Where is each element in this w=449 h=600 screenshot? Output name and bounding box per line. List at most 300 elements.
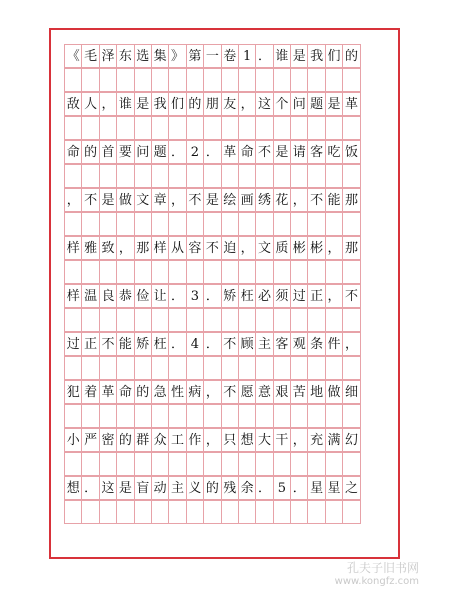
character-cell: ， [64, 188, 82, 212]
character-cell: 病 [186, 380, 204, 404]
character-cell: 这 [99, 476, 117, 500]
character-cell: 残 [221, 476, 239, 500]
empty-cell [186, 308, 204, 332]
empty-cell [238, 260, 256, 284]
character-cell: ． [255, 44, 273, 68]
empty-cell [221, 500, 239, 524]
character-cell: 吃 [325, 140, 343, 164]
empty-cell [81, 308, 99, 332]
empty-cell [186, 356, 204, 380]
character-cell: 的 [203, 476, 221, 500]
empty-cell [64, 260, 82, 284]
empty-cell [325, 212, 343, 236]
character-cell: 主 [168, 476, 186, 500]
empty-cell [221, 260, 239, 284]
text-row [64, 92, 360, 116]
character-cell: 我 [307, 44, 325, 68]
character-cell: 朋 [203, 92, 221, 116]
empty-cell [307, 308, 325, 332]
character-cell: ． [168, 284, 186, 308]
character-cell: 问 [134, 140, 152, 164]
character-cell: 们 [325, 44, 343, 68]
watermark-url: www.kongfz.com [334, 576, 419, 587]
character-cell: ， [168, 188, 186, 212]
empty-cell [186, 404, 204, 428]
empty-cell [238, 500, 256, 524]
character-cell: 主 [255, 332, 273, 356]
empty-cell [325, 116, 343, 140]
text-row [64, 332, 360, 356]
empty-cell [307, 404, 325, 428]
empty-cell [81, 260, 99, 284]
site-watermark [335, 562, 419, 588]
empty-cell [342, 308, 360, 332]
character-cell: 是 [203, 188, 221, 212]
empty-cell [238, 68, 256, 92]
empty-cell [342, 164, 360, 188]
blank-row [64, 452, 360, 476]
blank-row [64, 404, 360, 428]
manuscript-grid [64, 44, 360, 524]
character-cell: 过 [290, 284, 308, 308]
character-cell: 彬 [307, 236, 325, 260]
empty-cell [168, 116, 186, 140]
character-cell: 顾 [238, 332, 256, 356]
empty-cell [134, 308, 152, 332]
character-cell: 能 [116, 332, 134, 356]
character-cell: 之 [342, 476, 360, 500]
character-cell: 良 [99, 284, 117, 308]
empty-cell [255, 308, 273, 332]
character-cell: 枉 [238, 284, 256, 308]
character-cell: 地 [307, 380, 325, 404]
empty-cell [134, 500, 152, 524]
empty-cell [342, 260, 360, 284]
empty-cell [221, 404, 239, 428]
character-cell: 急 [151, 380, 169, 404]
empty-cell [221, 164, 239, 188]
empty-cell [325, 404, 343, 428]
empty-cell [116, 116, 134, 140]
empty-cell [168, 452, 186, 476]
empty-cell [134, 212, 152, 236]
empty-cell [255, 116, 273, 140]
character-cell: 义 [186, 476, 204, 500]
blank-row [64, 260, 360, 284]
character-cell: ， [325, 284, 343, 308]
empty-cell [99, 164, 117, 188]
empty-cell [325, 164, 343, 188]
empty-cell [273, 356, 291, 380]
character-cell: 绘 [221, 188, 239, 212]
character-cell: 群 [134, 428, 152, 452]
empty-cell [221, 212, 239, 236]
empty-cell [81, 404, 99, 428]
character-cell: ， [203, 380, 221, 404]
empty-cell [273, 260, 291, 284]
empty-cell [238, 212, 256, 236]
character-cell: 干 [273, 428, 291, 452]
empty-cell [325, 452, 343, 476]
empty-cell [342, 116, 360, 140]
character-cell: 我 [151, 92, 169, 116]
empty-cell [168, 212, 186, 236]
empty-cell [151, 212, 169, 236]
character-cell: 个 [273, 92, 291, 116]
character-cell: 工 [168, 428, 186, 452]
empty-cell [99, 500, 117, 524]
empty-cell [168, 308, 186, 332]
character-cell: 让 [151, 284, 169, 308]
text-row [64, 140, 360, 164]
character-cell: 革 [99, 380, 117, 404]
character-cell: ， [290, 188, 308, 212]
character-cell: 是 [273, 140, 291, 164]
character-cell: 小 [64, 428, 82, 452]
character-cell: 迫 [221, 236, 239, 260]
character-cell: 题 [151, 140, 169, 164]
character-cell: 做 [325, 380, 343, 404]
empty-cell [290, 452, 308, 476]
character-cell: 问 [290, 92, 308, 116]
empty-cell [81, 212, 99, 236]
empty-cell [273, 68, 291, 92]
empty-cell [255, 452, 273, 476]
character-cell: 花 [273, 188, 291, 212]
character-cell: 件 [325, 332, 343, 356]
blank-row [64, 500, 360, 524]
empty-cell [134, 452, 152, 476]
empty-cell [151, 308, 169, 332]
empty-cell [203, 212, 221, 236]
empty-cell [307, 68, 325, 92]
character-cell: 文 [255, 236, 273, 260]
character-cell: 条 [307, 332, 325, 356]
empty-cell [116, 404, 134, 428]
character-cell: ， [238, 236, 256, 260]
character-cell: 的 [81, 140, 99, 164]
character-cell: 意 [255, 380, 273, 404]
empty-cell [238, 116, 256, 140]
empty-cell [186, 260, 204, 284]
empty-cell [151, 356, 169, 380]
character-cell: 一 [203, 44, 221, 68]
empty-cell [116, 452, 134, 476]
character-cell: ， [325, 236, 343, 260]
character-cell: 质 [273, 236, 291, 260]
empty-cell [64, 356, 82, 380]
character-cell: 4 [186, 332, 204, 356]
empty-cell [186, 68, 204, 92]
empty-cell [342, 68, 360, 92]
character-cell: ． [81, 476, 99, 500]
empty-cell [99, 68, 117, 92]
blank-row [64, 68, 360, 92]
empty-cell [168, 404, 186, 428]
empty-cell [290, 116, 308, 140]
character-cell: 必 [255, 284, 273, 308]
empty-cell [99, 452, 117, 476]
empty-cell [273, 116, 291, 140]
empty-cell [325, 500, 343, 524]
character-cell: ． [168, 332, 186, 356]
empty-cell [221, 116, 239, 140]
empty-cell [168, 164, 186, 188]
empty-cell [151, 404, 169, 428]
empty-cell [81, 116, 99, 140]
character-cell: 只 [221, 428, 239, 452]
empty-cell [325, 356, 343, 380]
empty-cell [64, 308, 82, 332]
character-cell: 毛 [81, 44, 99, 68]
text-row [64, 284, 360, 308]
character-cell: 须 [273, 284, 291, 308]
character-cell: 过 [64, 332, 82, 356]
empty-cell [186, 212, 204, 236]
empty-cell [116, 260, 134, 284]
character-cell: 客 [307, 140, 325, 164]
empty-cell [290, 404, 308, 428]
character-cell: 文 [134, 188, 152, 212]
empty-cell [238, 164, 256, 188]
empty-cell [203, 308, 221, 332]
character-cell: 的 [134, 380, 152, 404]
character-cell: 不 [307, 188, 325, 212]
empty-cell [255, 212, 273, 236]
empty-cell [134, 164, 152, 188]
empty-cell [99, 212, 117, 236]
empty-cell [186, 452, 204, 476]
character-cell: 不 [342, 284, 360, 308]
character-cell: 大 [255, 428, 273, 452]
empty-cell [99, 308, 117, 332]
empty-cell [134, 68, 152, 92]
character-cell: 满 [325, 428, 343, 452]
empty-cell [325, 308, 343, 332]
empty-cell [64, 404, 82, 428]
character-cell: 人 [81, 92, 99, 116]
empty-cell [99, 404, 117, 428]
character-cell: ． [203, 284, 221, 308]
character-cell: 谁 [273, 44, 291, 68]
character-cell: ． [203, 140, 221, 164]
empty-cell [116, 356, 134, 380]
empty-cell [255, 260, 273, 284]
character-cell: 是 [99, 188, 117, 212]
character-cell: 矫 [134, 332, 152, 356]
empty-cell [168, 500, 186, 524]
blank-row [64, 356, 360, 380]
empty-cell [151, 68, 169, 92]
empty-cell [64, 116, 82, 140]
character-cell: ， [116, 236, 134, 260]
empty-cell [64, 164, 82, 188]
empty-cell [99, 260, 117, 284]
character-cell: 那 [134, 236, 152, 260]
empty-cell [307, 116, 325, 140]
empty-cell [168, 260, 186, 284]
character-cell: 请 [290, 140, 308, 164]
empty-cell [116, 68, 134, 92]
empty-cell [221, 356, 239, 380]
character-cell: 温 [81, 284, 99, 308]
character-cell: 盲 [134, 476, 152, 500]
character-cell: 不 [203, 236, 221, 260]
text-row [64, 476, 360, 500]
empty-cell [307, 356, 325, 380]
character-cell: 》 [168, 44, 186, 68]
character-cell: 雅 [81, 236, 99, 260]
character-cell: 《 [64, 44, 82, 68]
empty-cell [290, 308, 308, 332]
character-cell: 不 [81, 188, 99, 212]
empty-cell [64, 452, 82, 476]
empty-cell [64, 500, 82, 524]
empty-cell [221, 452, 239, 476]
empty-cell [186, 500, 204, 524]
character-cell: 是 [116, 476, 134, 500]
empty-cell [238, 452, 256, 476]
empty-cell [307, 260, 325, 284]
empty-cell [255, 68, 273, 92]
empty-cell [99, 356, 117, 380]
character-cell: 集 [151, 44, 169, 68]
character-cell: 东 [116, 44, 134, 68]
character-cell: 第 [186, 44, 204, 68]
empty-cell [342, 356, 360, 380]
character-cell: 章 [151, 188, 169, 212]
character-cell: 幻 [342, 428, 360, 452]
empty-cell [255, 500, 273, 524]
empty-cell [307, 452, 325, 476]
empty-cell [186, 164, 204, 188]
character-cell: 众 [151, 428, 169, 452]
character-cell: 是 [325, 92, 343, 116]
empty-cell [307, 164, 325, 188]
text-row [64, 44, 360, 68]
character-cell: 的 [116, 428, 134, 452]
empty-cell [203, 260, 221, 284]
character-cell: 这 [255, 92, 273, 116]
character-cell: 俭 [134, 284, 152, 308]
empty-cell [238, 404, 256, 428]
empty-cell [273, 212, 291, 236]
empty-cell [116, 500, 134, 524]
character-cell: 命 [116, 380, 134, 404]
character-cell: 不 [221, 380, 239, 404]
watermark-cn: 孔夫子旧书网 [346, 561, 419, 575]
character-cell: 样 [64, 236, 82, 260]
character-cell: 谁 [116, 92, 134, 116]
empty-cell [238, 308, 256, 332]
empty-cell [255, 164, 273, 188]
character-cell: 余 [238, 476, 256, 500]
empty-cell [168, 68, 186, 92]
character-cell: 细 [342, 380, 360, 404]
character-cell: 那 [342, 236, 360, 260]
empty-cell [186, 116, 204, 140]
empty-cell [290, 356, 308, 380]
character-cell: 从 [168, 236, 186, 260]
empty-cell [116, 212, 134, 236]
empty-cell [151, 164, 169, 188]
character-cell: ． [203, 332, 221, 356]
character-cell: 客 [273, 332, 291, 356]
empty-cell [81, 500, 99, 524]
character-cell: 不 [221, 332, 239, 356]
empty-cell [116, 308, 134, 332]
character-cell: 彬 [290, 236, 308, 260]
empty-cell [221, 308, 239, 332]
character-cell: 容 [186, 236, 204, 260]
empty-cell [64, 212, 82, 236]
character-cell: 友 [221, 92, 239, 116]
character-cell: 样 [151, 236, 169, 260]
empty-cell [273, 404, 291, 428]
empty-cell [203, 164, 221, 188]
character-cell: 艰 [273, 380, 291, 404]
character-cell: 密 [99, 428, 117, 452]
empty-cell [81, 452, 99, 476]
character-cell: 卷 [221, 44, 239, 68]
character-cell: 题 [307, 92, 325, 116]
character-cell: 命 [64, 140, 82, 164]
empty-cell [134, 356, 152, 380]
character-cell: 不 [99, 332, 117, 356]
blank-row [64, 212, 360, 236]
character-cell: ， [99, 92, 117, 116]
character-cell: 们 [168, 92, 186, 116]
character-cell: 想 [64, 476, 82, 500]
empty-cell [255, 404, 273, 428]
empty-cell [273, 164, 291, 188]
empty-cell [203, 404, 221, 428]
empty-cell [307, 500, 325, 524]
blank-row [64, 116, 360, 140]
character-cell: ． [290, 476, 308, 500]
character-cell: 不 [186, 188, 204, 212]
empty-cell [81, 68, 99, 92]
character-cell: 泽 [99, 44, 117, 68]
character-cell: 做 [116, 188, 134, 212]
empty-cell [151, 500, 169, 524]
character-cell: 正 [81, 332, 99, 356]
character-cell: 不 [255, 140, 273, 164]
character-cell: 性 [168, 380, 186, 404]
character-cell: 画 [238, 188, 256, 212]
empty-cell [325, 68, 343, 92]
text-row [64, 236, 360, 260]
empty-cell [203, 356, 221, 380]
empty-cell [238, 356, 256, 380]
character-cell: ， [290, 428, 308, 452]
empty-cell [290, 164, 308, 188]
empty-cell [81, 164, 99, 188]
empty-cell [203, 452, 221, 476]
character-cell: 着 [81, 380, 99, 404]
character-cell: 犯 [64, 380, 82, 404]
character-cell: 革 [342, 92, 360, 116]
character-cell: 充 [307, 428, 325, 452]
empty-cell [116, 164, 134, 188]
character-cell: 2 [186, 140, 204, 164]
character-cell: 致 [99, 236, 117, 260]
empty-cell [134, 404, 152, 428]
empty-cell [203, 116, 221, 140]
character-cell: ， [342, 332, 360, 356]
character-cell: 想 [238, 428, 256, 452]
character-cell: 动 [151, 476, 169, 500]
